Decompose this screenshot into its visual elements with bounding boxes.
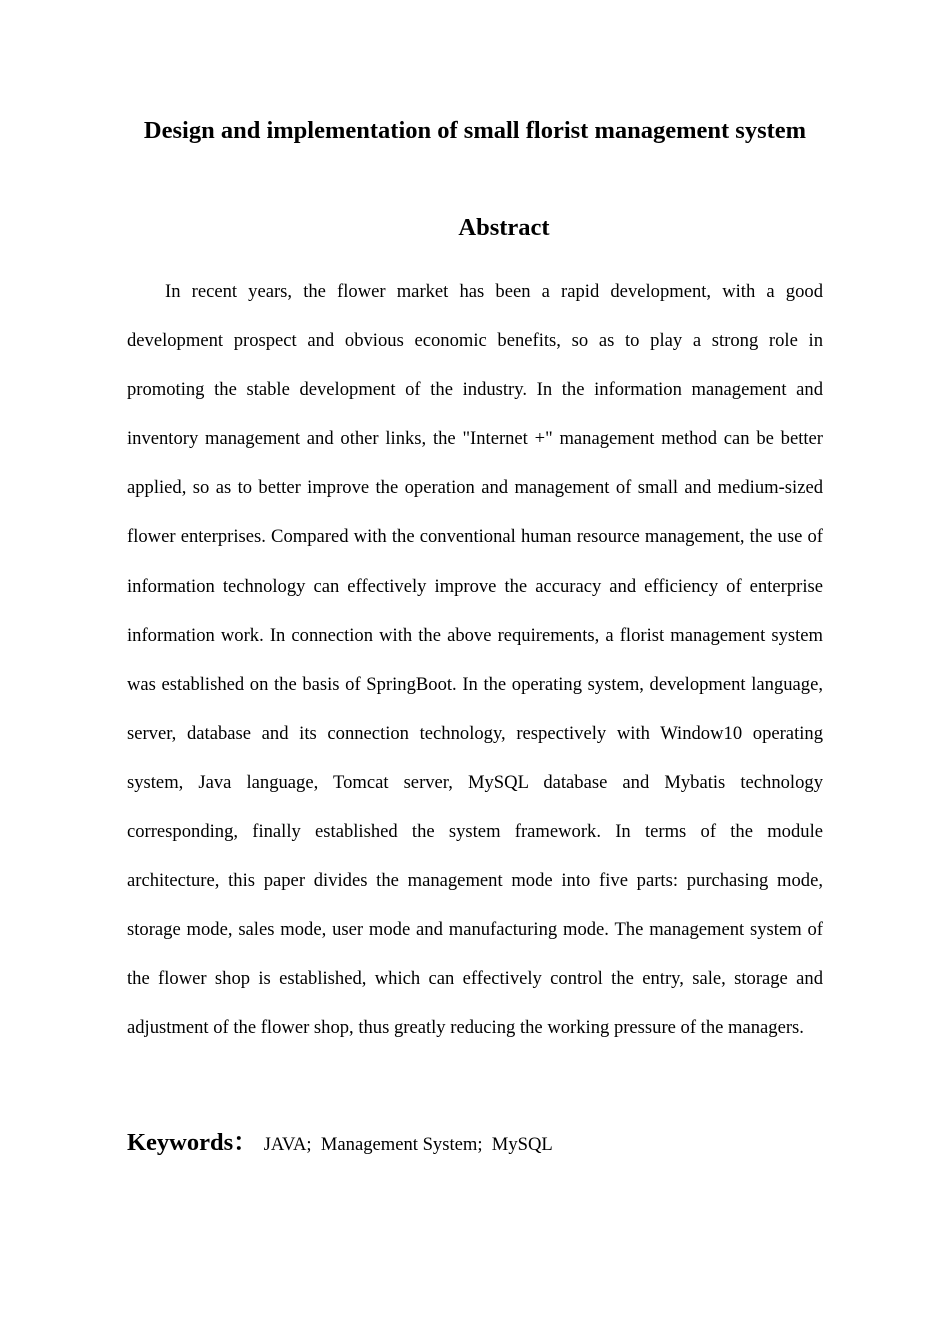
keywords-label: Keywords： — [127, 1129, 258, 1156]
abstract-body: In recent years, the flower market has been a rapid development, with a good development prospect and obvious economic benefits, so as to play a strong role in promoting the stable development of the industry. In the information management and inventory management and other links, the "Internet +" management method can be better applied, so as to better improve the operation and management of small and medium-sized flower enterprises. Compared with the conventional human resource management, the use of information technology can effectively improve the accuracy and efficiency of enterprise information work. In connection with the above requirements, a florist management system was established on the basis of SpringBoot. In the operating system, development language, server, database and its connection technology, respectively with Window10 operating system, Java language, Tomcat server, MySQL database and Mybatis technology corresponding, finally established the system framework. In terms of the module architecture, this paper divides the management mode into five parts: purchasing mode, storage mode, sales mode, user mode and manufacturing mode. The management system of the flower shop is established, which can effectively control the entry, sale, storage and adjustment of the flower shop, thus greatly reducing the working pressure of the managers. — [127, 281, 823, 1039]
paper-title: Design and implementation of small florist management system — [143, 117, 807, 144]
abstract-heading: Abstract — [458, 214, 550, 241]
keywords-line — [127, 1123, 827, 1166]
keywords-values: JAVA; Management System; MySQL — [263, 1134, 553, 1155]
